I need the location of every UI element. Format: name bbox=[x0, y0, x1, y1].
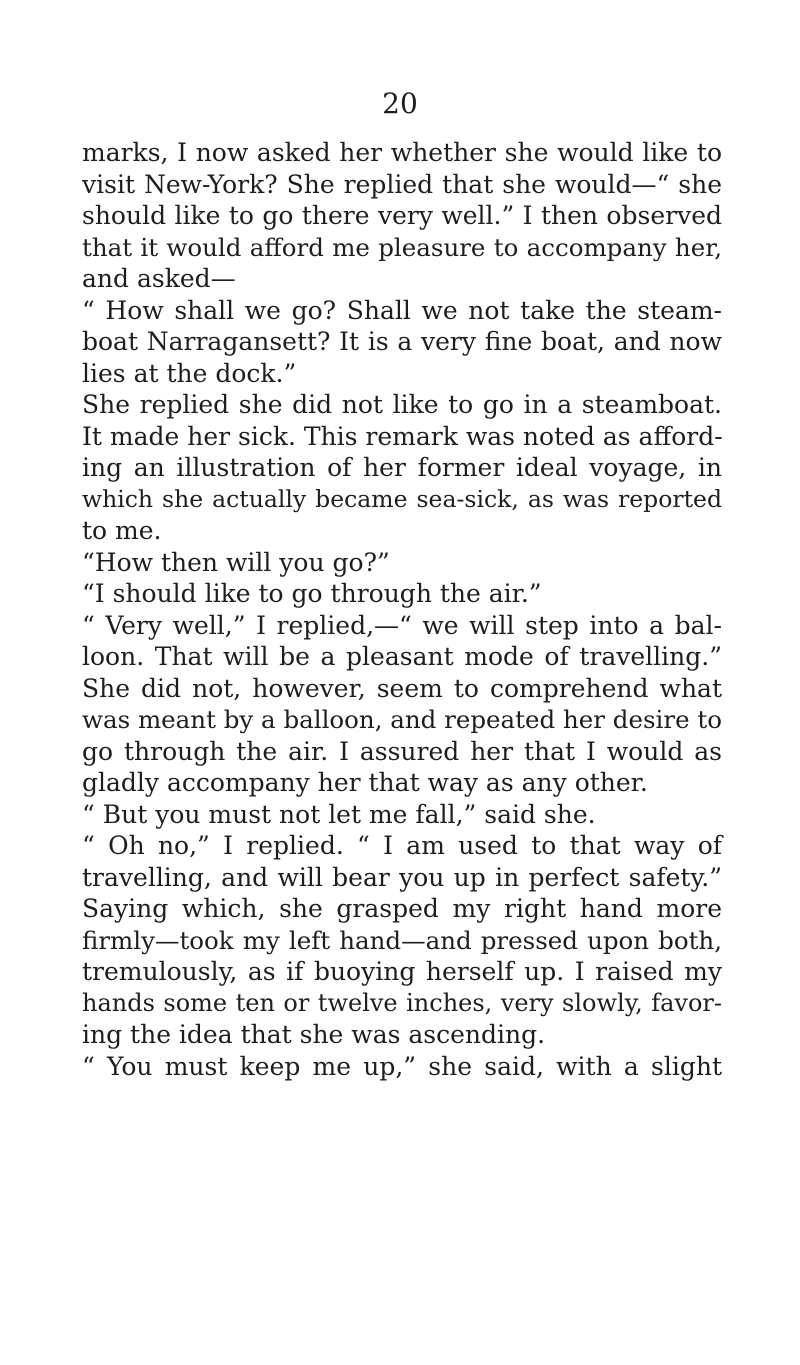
text-line: ing the idea that she was ascending. bbox=[82, 1020, 546, 1049]
text-line: “ Oh no,” I replied. “ I am used to that way of bbox=[82, 831, 722, 860]
text-line: go through the air. I assured her that I would as bbox=[82, 736, 722, 766]
text-line: tremulously, as if buoying herself up. I raised my bbox=[82, 957, 722, 986]
text-line: should like to go there very well.” I then observed bbox=[82, 201, 722, 230]
text-line: to me. bbox=[82, 516, 162, 545]
body-text bbox=[82, 137, 722, 1082]
text-line: ing an illustration of her former ideal voyage, in bbox=[82, 453, 722, 482]
text-line: hands some ten or twelve inches, very slowly, favor- bbox=[82, 988, 722, 1017]
text-line: “How then will you go?” bbox=[82, 547, 390, 577]
text-line: which she actually became sea-sick, as was reported bbox=[82, 484, 722, 513]
page-number: 20 bbox=[382, 87, 418, 120]
text-line: boat Narragansett? It is a very fine boat, and now bbox=[82, 327, 722, 356]
text-line: “ Very well,” I replied,—“ we will step into a bal- bbox=[82, 610, 722, 640]
text-line: was meant by a balloon, and repeated her desire to bbox=[82, 705, 722, 734]
text-line: travelling, and will bear you up in perfect safety.” bbox=[82, 862, 722, 892]
text-line: It made her sick. This remark was noted as afford- bbox=[82, 421, 723, 451]
text-line: “I should like to go through the air.” bbox=[82, 579, 542, 608]
text-line: gladly accompany her that way as any other. bbox=[82, 768, 648, 797]
text-line: “ How shall we go? Shall we not take the steam- bbox=[82, 295, 722, 325]
text-line: She did not, however, seem to comprehend what bbox=[82, 673, 722, 703]
text-line: “ But you must not let me fall,” said she. bbox=[82, 799, 596, 829]
text-line: and asked— bbox=[82, 264, 236, 293]
text-line: that it would afford me pleasure to accompany her, bbox=[82, 232, 722, 262]
text-line: lies at the dock.” bbox=[82, 358, 297, 388]
text-line: marks, I now asked her whether she would like to bbox=[82, 138, 722, 167]
text-line: visit New-York? She replied that she would—“ she bbox=[82, 169, 722, 199]
text-line: firmly—took my left hand—and pressed upon both, bbox=[82, 925, 722, 955]
text-line: Saying which, she grasped my right hand more bbox=[82, 894, 722, 923]
text-line: “ You must keep me up,” she said, with a slight bbox=[82, 1051, 722, 1081]
text-line: loon. That will be a pleasant mode of travelling.” bbox=[82, 642, 722, 671]
text-line: She replied she did not like to go in a steamboat. bbox=[82, 390, 722, 419]
